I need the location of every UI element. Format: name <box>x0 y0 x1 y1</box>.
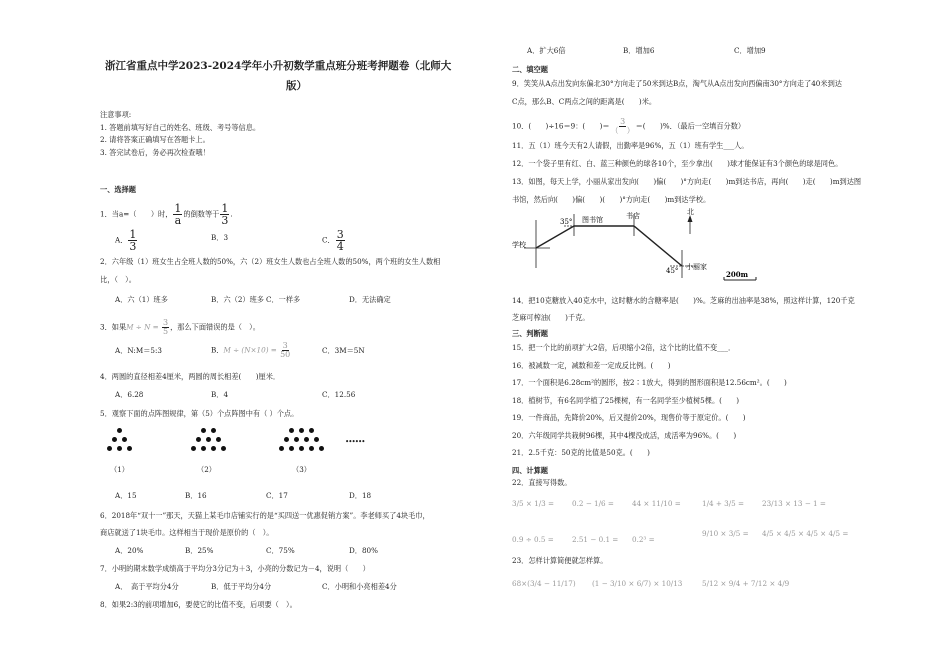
judge-item: 17．一个面积是6.28cm²的圆形，按2∶1放大，得到的图形面积是12.56cm²。( ) <box>512 378 787 387</box>
question-3: 3．如果M ÷ N = $\frac{3}{5}$ ，那么下面错误的是（ ）。 <box>100 318 260 336</box>
judge-item: 15．把一个比的前项扩大2倍，后项缩小2倍，这个比的比值不变___． <box>512 343 736 352</box>
question-11: 11．五（1）班今天有2人请假，出勤率是96%，五（1）班有学生___人。 <box>512 141 749 150</box>
section-heading-judge: 三、判断题 <box>512 329 548 338</box>
option-a[interactable]: A．6.28 <box>115 390 144 399</box>
option-a[interactable]: A． $\frac{1}{3}$ <box>115 228 137 253</box>
option-d[interactable]: D．无法确定 <box>349 295 391 304</box>
option-b[interactable]: B．16 <box>185 491 207 500</box>
question-7: 7．小明的期末数学成绩高于平均分3分记为＋3，小亮的分数记为－4，说明（ ） <box>100 564 370 573</box>
question-4: 4．两圆的直径相差4厘米，两圆的周长相差( )厘米． <box>100 372 281 381</box>
calc-item: 9/10 × 3/5 = <box>702 529 749 538</box>
map-label-north: 北 <box>687 208 694 216</box>
question-14-line: 14．把10克糖放入40克水中，这时糖水的含糖率是( )%。芝麻的出油率是38%，照这样计算，120千克 <box>512 296 855 305</box>
question-2-line: 比，（ ）。 <box>100 275 136 284</box>
section-heading-choice: 一、选择题 <box>100 185 136 194</box>
exam-title: 浙江省重点中学2023-2024学年小升初数学重点班分班考押题卷（北师大 <box>105 60 452 72</box>
option-c[interactable]: C．75% <box>266 546 295 555</box>
option-c[interactable]: C．17 <box>266 491 288 500</box>
scale-label: 200m <box>726 270 749 279</box>
option-c[interactable]: C．12.56 <box>322 390 356 399</box>
route-line <box>634 226 682 266</box>
calc-item: 3/5 × 1/3 = <box>512 499 555 508</box>
option-c[interactable]: C．一样多 <box>266 295 301 304</box>
option-b[interactable]: B．低于平均分4分 <box>211 582 272 591</box>
option-b[interactable]: B．4 <box>211 390 229 399</box>
question-6-line: 商店就送了1块毛巾。这样相当于现价是原价的（ ）。 <box>100 528 274 537</box>
option-a[interactable]: A．15 <box>115 491 137 500</box>
map-label-library: 图书馆 <box>582 216 603 224</box>
section-heading-calc: 四、计算题 <box>512 466 548 475</box>
option-b[interactable]: B．25% <box>185 546 214 555</box>
note-item: 3. 答完试卷后，务必再次检查哦！ <box>100 148 210 157</box>
calc-item: 5/12 × 9/4 + 7/12 × 4/9 <box>702 579 790 588</box>
note-item: 2. 请将答案正确填写在答题卡上。 <box>100 135 210 144</box>
option-a[interactable]: A．N:M＝5:3 <box>115 346 162 355</box>
question-9-line: 9．笑笑从A点出发向东偏北30°方向走了50米到达B点，淘气从A点出发向西偏南30°方向走了40米到达 <box>512 79 842 88</box>
calc-item: 4/5 × 4/5 × 4/5 × 4/5 = <box>762 529 849 538</box>
calc-item: 0.2³ = <box>632 535 655 544</box>
option-c[interactable]: C． $\frac{3}{4}$ <box>322 228 344 253</box>
question-8: 8．如果2:3的前项增加6，要使它的比值不变，后项要（ ）。 <box>100 600 297 609</box>
option-c[interactable]: C．3M＝5N <box>322 346 365 355</box>
calc-item: 44 × 11/10 = <box>632 499 681 508</box>
option-a[interactable]: A． 高于平均分4分 <box>115 582 179 591</box>
calc-item: (1 − 3/10 × 6/7) × 10/13 <box>592 579 683 588</box>
question-10: 10．( )÷16＝9：( )＝ $\frac{3}{( )}$ ＝( )%．（最后一空填百分数） <box>512 117 746 135</box>
judge-item: 20．六年级同学共栽树96棵，其中4棵没成活，成活率为96%。( ) <box>512 431 737 440</box>
option-a[interactable]: A．扩大6倍 <box>527 46 566 55</box>
section-heading-fill: 二、填空题 <box>512 65 548 74</box>
pattern-label: （1） <box>110 465 129 474</box>
option-c[interactable]: C．增加9 <box>734 46 766 55</box>
map-label-school: 学校 <box>512 241 526 249</box>
question-5: 5．观察下面的点阵图规律，第（5）个点阵图中有（ ）个点。 <box>100 409 299 418</box>
question-6-line: 6．2018年“双十一”那天，天猫上某毛巾店铺实行的是“买四送一优惠促销方案”。李老师买了4块毛巾， <box>100 511 430 520</box>
pattern-label: （2） <box>197 465 216 474</box>
question-13-line: 书馆，然后向( )偏( )( )°方向走( )m到达学校。 <box>512 195 711 204</box>
route-line <box>536 226 574 248</box>
option-b[interactable]: B．M ÷ (N×10) = $\frac{3}{50}$ <box>211 341 291 359</box>
option-b[interactable]: B．增加6 <box>623 46 655 55</box>
calc-item: 0.9 ÷ 0.5 = <box>512 535 554 544</box>
judge-item: 16．被减数一定，减数和差一定成反比例。( ) <box>512 361 671 370</box>
pattern-label: （3） <box>292 465 311 474</box>
calc-item: 68×(3/4 − 11/17) <box>512 579 576 588</box>
angle-label: 45° <box>666 267 679 275</box>
note-item: 1. 答题前填写好自己的姓名、班级、考号等信息。 <box>100 123 261 132</box>
map-label-bookstore: 书店 <box>626 212 640 220</box>
question-2-line: 2．六年级（1）班女生占全班人数的50%，六（2）班女生人数也占全班人数的50%，两个班的女生人数相 <box>100 257 441 266</box>
question-14-line: 芝麻可榨油( )千克。 <box>512 313 590 322</box>
notes-heading: 注意事项: <box>100 110 132 119</box>
question-12: 12．一个袋子里有红、白、蓝三种颜色的球各10个，至少拿出( )球才能保证有3个颜色的球是同色。 <box>512 159 843 168</box>
calc-item: 2.51 − 0.1 = <box>572 535 619 544</box>
dot-ellipsis: •••••• <box>345 437 365 446</box>
angle-label: 35° <box>560 218 573 226</box>
north-arrowhead <box>688 215 693 222</box>
option-d[interactable]: D．80% <box>349 546 378 555</box>
question-1: 1．当a=（ ）时， $\frac{1}{a}$ 的倒数等于 $\frac{1}{3}$ . <box>100 202 233 227</box>
route-map <box>512 206 772 288</box>
map-label-home: 小丽家 <box>686 263 707 271</box>
option-c[interactable]: C．小明和小亮相差4分 <box>322 582 397 591</box>
option-b[interactable]: B．3 <box>211 233 229 242</box>
judge-item: 19．一件商品，先降价20%，后又提价20%，现售价等于原定价。( ) <box>512 413 746 422</box>
exam-title-cont: 版） <box>286 80 307 92</box>
option-d[interactable]: D．18 <box>349 491 372 500</box>
judge-item: 18．植树节，有6名同学植了25棵树，有一名同学至少植树5棵。( ) <box>512 396 740 405</box>
question-22: 22．直接写得数。 <box>512 478 572 487</box>
question-23: 23．怎样计算简便就怎样算。 <box>512 556 608 565</box>
option-b[interactable]: B．六（2）班多 <box>211 295 264 304</box>
question-13-line: 13．如图，每天上学，小丽从家出发向( )偏( )°方向走( )m到达书店，再向( )走( )m到达图 <box>512 177 862 186</box>
option-a[interactable]: A．六（1）班多 <box>115 295 168 304</box>
question-9-line: C点，那么B、C两点之间的距离是( )米。 <box>512 97 657 106</box>
calc-item: 23/13 × 13 − 1 = <box>762 499 826 508</box>
judge-item: 21．2.5千克：50克的比值是50克。( ) <box>512 448 650 457</box>
option-a[interactable]: A．20% <box>115 546 144 555</box>
calc-item: 1/4 + 3/5 = <box>702 499 745 508</box>
calc-item: 0.2 − 1/6 = <box>572 499 614 508</box>
